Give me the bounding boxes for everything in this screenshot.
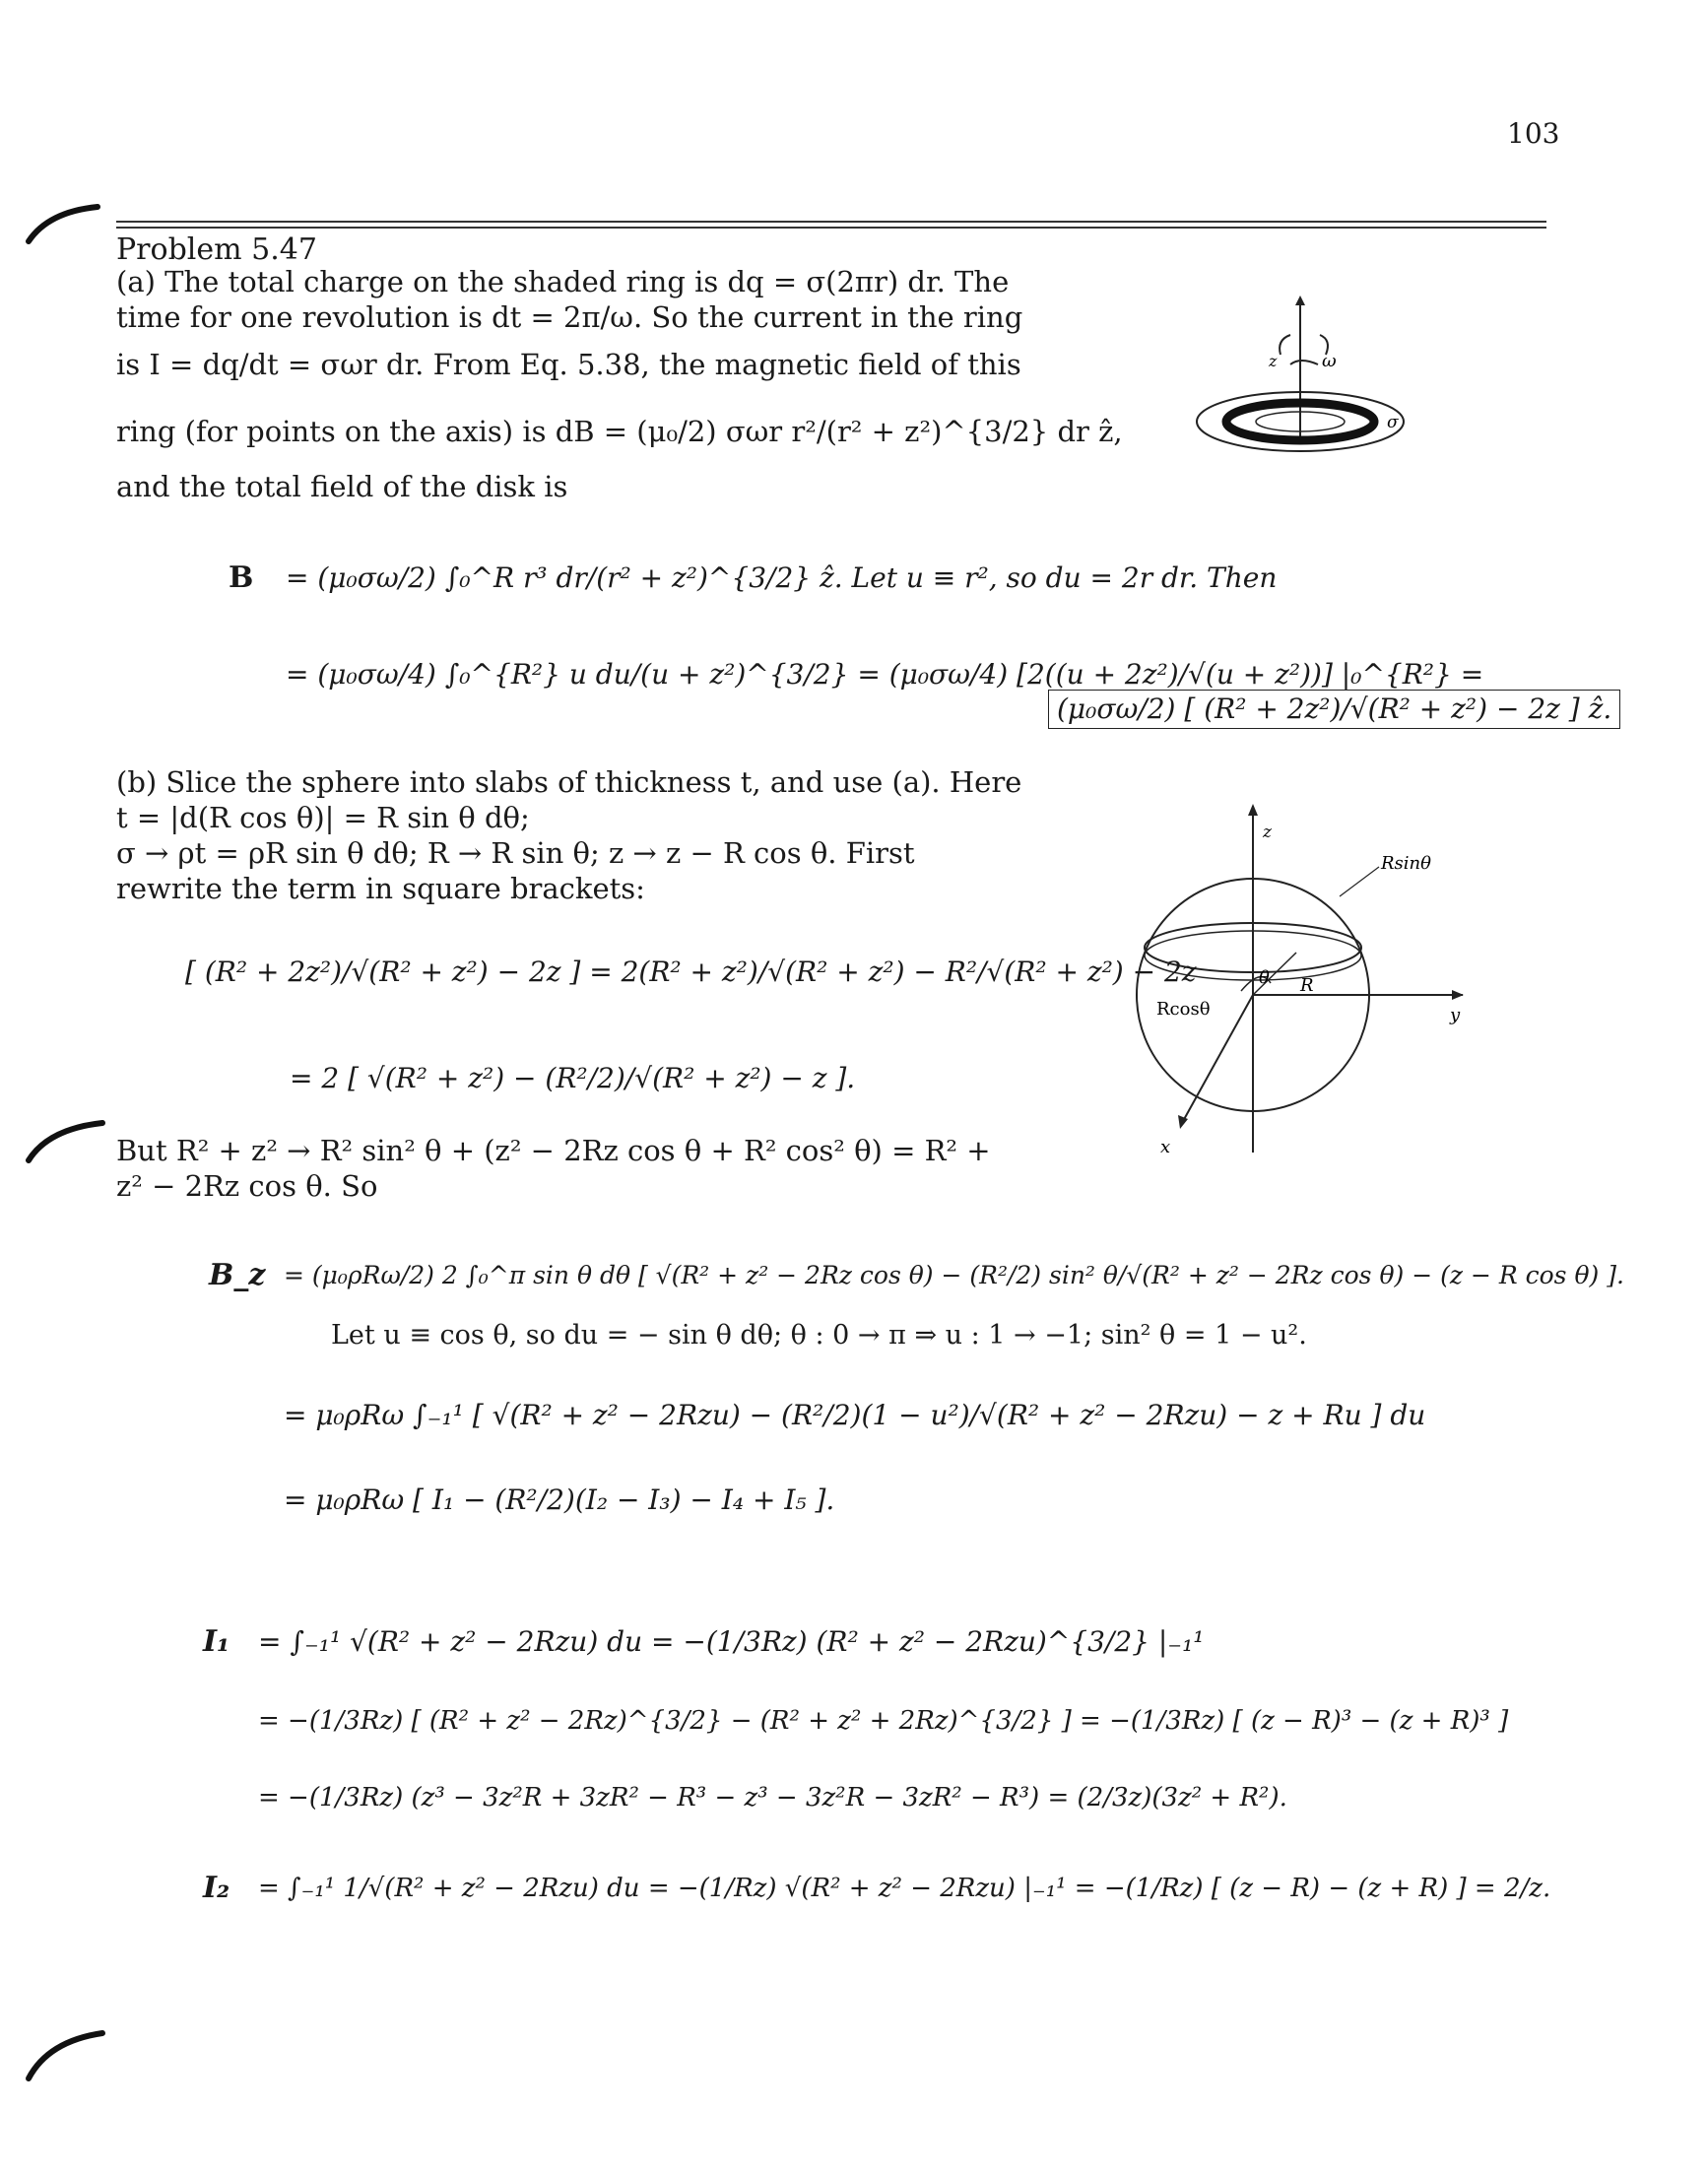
sphere-rsin-label: Rsinθ bbox=[1381, 853, 1431, 874]
part-b-line-3: σ → ρt = ρR sin θ dθ; R → R sin θ; z → z − R cos θ. First bbox=[116, 836, 915, 870]
bz-line-2: = μ₀ρRω ∫₋₁¹ [ √(R² + z² − 2Rzu) − (R²/2)(1 − u²)/√(R² + z² − 2Rzu) − z + Ru ] du bbox=[284, 1399, 1426, 1431]
eq4: = 2 [ √(R² + z²) − (R²/2)/√(R² + z²) − z ]. bbox=[290, 1062, 856, 1094]
eq2-rhs: = (μ₀σω/4) ∫₀^{R²} u du/(u + z²)^{3/2} = (μ₀σω/4) [2((u + 2z²)/√(u + z²))] |₀^{R²} = bbox=[286, 658, 1484, 691]
i1-line-1: = ∫₋₁¹ √(R² + z² − 2Rzu) du = −(1/3Rz) (R² + z² − 2Rzu)^{3/2} |₋₁¹ bbox=[258, 1625, 1205, 1658]
sphere-x-label: x bbox=[1160, 1137, 1171, 1157]
ring-sigma-label: σ bbox=[1387, 413, 1399, 432]
i1-line-2: = −(1/3Rz) [ (R² + z² − 2Rz)^{3/2} − (R² + z² + 2Rz)^{3/2} ] = −(1/3Rz) [ (z − R)³ − (z + R)³ ] bbox=[258, 1706, 1509, 1736]
bz-lhs: B_z bbox=[209, 1258, 266, 1292]
part-b-line-2: t = |d(R cos θ)| = R sin θ dθ; bbox=[116, 801, 530, 834]
ring-omega-label: ω bbox=[1322, 351, 1337, 371]
part-a-line-2: time for one revolution is dt = 2π/ω. So the current in the ring bbox=[116, 300, 1023, 334]
part-a-line-1: (a) The total charge on the shaded ring is dq = σ(2πr) dr. The bbox=[116, 265, 1010, 298]
i1-lhs: I₁ bbox=[203, 1624, 230, 1659]
sphere-y-label: y bbox=[1450, 1005, 1461, 1025]
eq3: [ (R² + 2z²)/√(R² + z²) − 2z ] = 2(R² + z²)/√(R² + z²) − R²/√(R² + z²) − 2z bbox=[185, 956, 1197, 988]
part-a-line-5: and the total field of the disk is bbox=[116, 470, 568, 503]
sphere-r-label: R bbox=[1300, 975, 1314, 996]
sphere-rcos-label: Rcosθ bbox=[1156, 999, 1211, 1020]
part-a-line-4: ring (for points on the axis) is dB = (μ₀/2) σωr r²/(r² + z²)^{3/2} dr ẑ, bbox=[116, 415, 1123, 448]
page-number: 103 bbox=[1507, 117, 1560, 150]
problem-title: Problem 5.47 bbox=[116, 232, 317, 267]
header-rule-bottom bbox=[116, 227, 1546, 229]
sphere-z-label: z bbox=[1263, 823, 1272, 842]
part-b-line-5: But R² + z² → R² sin² θ + (z² − 2Rz cos θ + R² cos² θ) = R² + bbox=[116, 1134, 991, 1167]
i2-line: = ∫₋₁¹ 1/√(R² + z² − 2Rzu) du = −(1/Rz) √(R² + z² − 2Rzu) |₋₁¹ = −(1/Rz) [ (z − R) − (z + R) ] = 2/z. bbox=[258, 1874, 1551, 1903]
part-b-line-6: z² − 2Rz cos θ. So bbox=[116, 1169, 378, 1203]
part-b-line-1: (b) Slice the sphere into slabs of thickness t, and use (a). Here bbox=[116, 765, 1022, 799]
ring-z-label: z bbox=[1269, 352, 1278, 370]
check-mark-icon bbox=[24, 1111, 112, 1170]
check-mark-icon bbox=[24, 2019, 112, 2088]
ring-figure bbox=[1182, 296, 1418, 463]
part-b-line-4: rewrite the term in square brackets: bbox=[116, 872, 645, 905]
header-rule-top bbox=[116, 221, 1546, 223]
i1-line-3: = −(1/3Rz) (z³ − 3z²R + 3zR² − R³ − z³ − 3z²R − 3zR² − R³) = (2/3z)(3z² + R²). bbox=[258, 1783, 1287, 1813]
eq2-boxed-result: (μ₀σω/2) [ (R² + 2z²)/√(R² + z²) − 2z ] ẑ. bbox=[1048, 690, 1620, 729]
bz-line-3: = μ₀ρRω [ I₁ − (R²/2)(I₂ − I₃) − I₄ + I₅ ]. bbox=[284, 1484, 835, 1516]
eq1-lhs: B bbox=[229, 560, 254, 595]
sphere-theta-label: θ bbox=[1259, 967, 1270, 988]
part-a-line-3: is I = dq/dt = σωr dr. From Eq. 5.38, the magnetic field of this bbox=[116, 348, 1021, 381]
check-mark-icon bbox=[24, 197, 112, 256]
bz-substitution: Let u ≡ cos θ, so du = − sin θ dθ; θ : 0 → π ⇒ u : 1 → −1; sin² θ = 1 − u². bbox=[331, 1320, 1307, 1351]
eq1-rhs: = (μ₀σω/2) ∫₀^R r³ dr/(r² + z²)^{3/2} ẑ. Let u ≡ r², so du = 2r dr. Then bbox=[286, 561, 1278, 594]
i2-lhs: I₂ bbox=[203, 1871, 230, 1905]
bz-line-1: = (μ₀ρRω/2) 2 ∫₀^π sin θ dθ [ √(R² + z² − 2Rz cos θ) − (R²/2) sin² θ/√(R² + z² − 2Rz cos θ) − (z − R cos θ) ]. bbox=[284, 1261, 1624, 1289]
